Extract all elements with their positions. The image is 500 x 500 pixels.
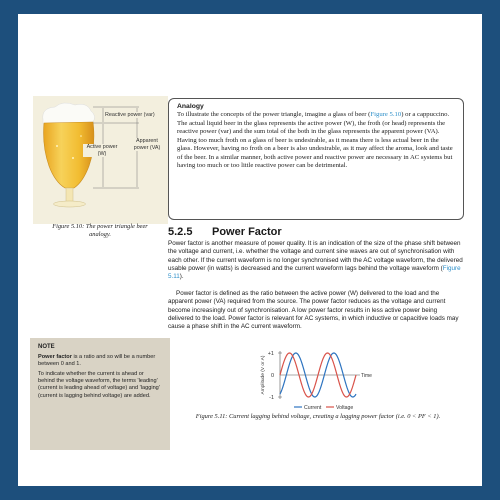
- note-paragraph-1: [38, 354, 162, 368]
- reactive-power-label: Reactive power (var): [105, 112, 155, 118]
- note-paragraph-2: To indicate whether the current is ahead or behind the voltage waveform, the terms 'leading' (current is leading ahead of voltage) and 'lagging' (current is lagging behind voltage) are added.: [38, 371, 160, 399]
- analogy-text-part: ) or a cappuccino. The actual liquid beer in the glass represents the active power (W), the froth (or head) represents the reactive power (var) and the sum total of the both in the glass represents the apparent power (VA). Having too much froth on a glass of beer is undesirable, as it means there is less actual beer in the glass. However, having no froth on a beer is also undesirable, as it may affect the aroma, look and taste of the beer. In a similar manner, both active power and reactive power are necessary in AC systems but having too much or too little reactive power can be detrimental.: [177, 111, 453, 170]
- section-number: 5.2.5: [168, 226, 193, 238]
- y-axis-label: Amplitude (V or A): [261, 355, 266, 395]
- y-tick-label-top: +1: [267, 351, 274, 357]
- legend-label-current: Current: [304, 405, 322, 411]
- x-axis-label: Time: [361, 373, 372, 379]
- section-heading: [168, 226, 282, 238]
- figure-5-11-caption: Figure 5.11: Current lagging behind voltage, creating a lagging power factor (i.e. 0 < PF < 1).: [195, 413, 441, 420]
- figure-5-11-chart: [256, 347, 386, 415]
- active-power-label: Active power (W): [83, 144, 121, 157]
- note-box: [30, 338, 170, 450]
- figure-5-11-link[interactable]: Figure 5.11: [168, 264, 461, 280]
- analogy-title: Analogy: [177, 103, 204, 110]
- analogy-text: [177, 111, 455, 170]
- legend-label-voltage: Voltage: [336, 405, 354, 411]
- figure-5-10-link[interactable]: Figure 5.10: [370, 111, 402, 119]
- paragraph-1: [168, 240, 464, 281]
- figure-5-10-caption: Figure 5.10: The power triangle beer analogy.: [52, 223, 148, 238]
- page: [18, 14, 482, 486]
- paragraph-text: Power factor is another measure of power quality. It is an indication of the size of the phase shift between the voltage and current, i.e. whether the voltage and current sine waves are out of synchronisation with each other. If the current waveform is no longer synchronised with the AC voltage waveform, the delivered usable power (in watts) is decreased and the current waveform lags behind the voltage waveform (: [168, 240, 463, 272]
- y-tick-label-bottom: -1: [269, 395, 274, 401]
- legend: [294, 405, 353, 411]
- paragraph-2: Power factor is defined as the ratio between the active power (W) delivered to the load and the apparent power (VA) required from the source. The power factor reduces as the voltage and current become increasingly out of synchronisation. A low power factor results in less active power being delivered to the load. Power factor is relevant for AC systems, in which inductive or capacitive loads may cause a phase shift in the AC current waveform.: [168, 290, 459, 330]
- analogy-text-part: To illustrate the concepts of the power triangle, imagine a glass of beer (: [177, 111, 371, 119]
- figure-5-10: [33, 96, 168, 226]
- y-tick-label-zero: 0: [270, 373, 274, 379]
- note-term: Power factor: [38, 354, 72, 361]
- note-title: NOTE: [38, 344, 55, 350]
- apparent-power-label: Apparent power (VA): [129, 138, 165, 151]
- section-title: Power Factor: [212, 226, 282, 238]
- paragraph-text: ).: [179, 273, 184, 280]
- analogy-box: [168, 98, 464, 220]
- note-text: is a ratio and so will be a number between 0 and 1.: [38, 354, 156, 368]
